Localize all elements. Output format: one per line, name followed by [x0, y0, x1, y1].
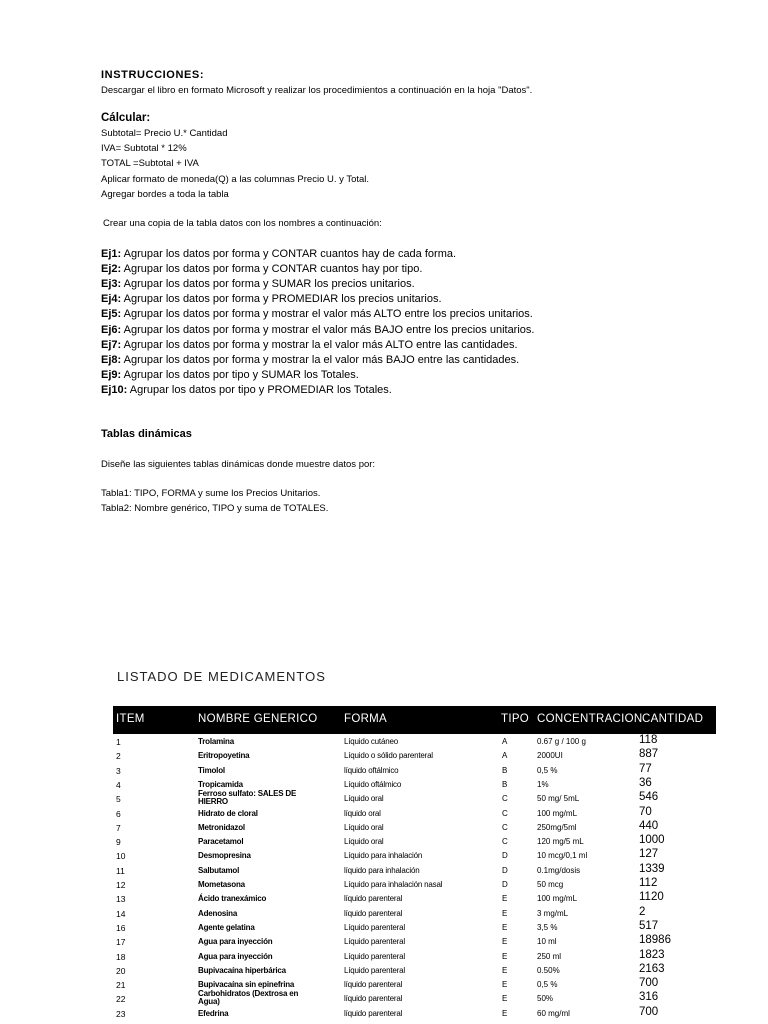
cell-nombre: Adenosina — [198, 908, 238, 918]
cell-conc: 100 mg/mL — [537, 894, 578, 904]
cell-nombre: Efedrina — [198, 1008, 229, 1018]
ejercicio-label: Ej10: — [101, 383, 128, 396]
cell-cant: 546 — [639, 791, 659, 804]
table-row — [0, 1005, 768, 1023]
ejercicio-line — [101, 293, 442, 305]
cell-conc: 3,5 % — [537, 922, 558, 932]
ejercicio-line — [101, 369, 359, 381]
cell-nombre: Hidrato de cloral — [198, 808, 258, 818]
cell-cant: 1823 — [639, 948, 665, 961]
cell-conc: 250mg/5ml — [537, 822, 577, 832]
cell-tipo: B — [502, 765, 508, 775]
cell-nombre: Metronidazol — [198, 822, 245, 832]
ejercicio-text: Agrupar los datos por forma y CONTAR cuantos hay por tipo. — [121, 263, 423, 276]
cell-cant: 77 — [639, 762, 652, 775]
cell-item: 20 — [116, 965, 126, 976]
cell-tipo: A — [502, 751, 508, 761]
tabla1-text: Tabla1: TIPO, FORMA y sume los Precios Unitarios. — [101, 488, 321, 499]
ejercicio-label: Ej2: — [101, 263, 122, 276]
ejercicio-label: Ej9: — [101, 368, 122, 381]
cell-nombre: Timolol — [198, 765, 225, 775]
cell-conc: 50 mcg — [537, 880, 564, 889]
cell-conc: 0,5 % — [537, 980, 558, 990]
ejercicio-text: Agrupar los datos por tipo y SUMAR los Totales. — [121, 368, 359, 381]
cell-conc: 0.50% — [537, 965, 560, 975]
copia-instruction: Crear una copia de la tabla datos con los nombres a continuación: — [103, 218, 382, 229]
cell-nombre: Tropicamida — [198, 779, 243, 789]
cell-forma: Líquido oftálmico — [344, 779, 402, 789]
cell-nombre: Bupivacaína sin epinefrina — [198, 980, 295, 990]
cell-nombre: Bupivacaína hiperbárica — [198, 965, 286, 975]
cell-cant: 2163 — [639, 962, 665, 975]
cell-nombre: Desmopresina — [198, 851, 251, 861]
listado-title: LISTADO DE MEDICAMENTOS — [117, 669, 326, 684]
ejercicio-line — [101, 324, 534, 336]
ejercicio-line — [101, 263, 422, 275]
cell-tipo: D — [502, 851, 508, 861]
cell-forma: líquido oftálmico — [344, 765, 399, 775]
cell-cant: 18986 — [639, 934, 671, 947]
ejercicio-label: Ej6: — [101, 323, 122, 336]
cell-forma: Líquido parenteral — [344, 922, 405, 932]
ejercicio-line — [101, 339, 518, 351]
header-nombre: NOMBRE GENERICO — [198, 713, 318, 725]
cell-tipo: E — [502, 922, 508, 932]
ejercicio-line — [101, 278, 415, 290]
cell-forma: Líquido cutáneo — [344, 737, 398, 746]
cell-nombre: Trolamina — [198, 737, 234, 746]
cell-item: 21 — [116, 980, 126, 991]
cell-nombre: Ferroso sulfato: SALES DE HIERRO — [198, 789, 297, 807]
cell-tipo: E — [502, 937, 508, 947]
cell-cant: 316 — [639, 991, 659, 1004]
cell-forma: Líquido parenteral — [344, 965, 405, 975]
instrucciones-text: Descargar el libro en formato Microsoft y realizar los procedimientos a continuación en la hoja "Datos". — [101, 85, 533, 96]
cell-conc: 0.67 g / 100 g — [537, 737, 586, 746]
cell-item: 9 — [116, 837, 121, 848]
instrucciones-title: INSTRUCCIONES: — [101, 69, 205, 81]
cell-tipo: E — [502, 894, 508, 904]
header-forma: FORMA — [344, 713, 388, 725]
cell-conc: 50 mg/ 5mL — [537, 794, 580, 804]
cell-nombre: Salbutamol — [198, 865, 240, 875]
ejercicio-label: Ej4: — [101, 293, 122, 306]
table-row — [0, 891, 768, 908]
cell-forma: Líquido oral — [344, 822, 384, 832]
cell-forma: líquido parenteral — [344, 1008, 403, 1018]
cell-forma: líquido parenteral — [344, 908, 403, 918]
cell-tipo: C — [502, 822, 508, 832]
ejercicio-text: Agrupar los datos por forma y mostrar el valor más ALTO entre los precios unitarios. — [121, 308, 533, 321]
cell-cant: 127 — [639, 848, 659, 861]
cell-forma: Líquido para inhalación nasal — [344, 880, 443, 889]
calcular-line: IVA= Subtotal * 12% — [101, 143, 187, 154]
cell-tipo: E — [502, 908, 508, 918]
cell-nombre: Agente gelatina — [198, 922, 255, 932]
ejercicio-label: Ej8: — [101, 353, 122, 366]
cell-item: 2 — [116, 751, 121, 762]
ejercicio-label: Ej1: — [101, 248, 122, 260]
ejercicio-line — [101, 308, 533, 320]
calcular-line: Agregar bordes a toda la tabla — [101, 189, 229, 200]
ejercicio-text: Agrupar los datos por forma y mostrar la el valor más BAJO entre las cantidades. — [121, 353, 520, 366]
cell-tipo: E — [502, 994, 508, 1004]
calcular-line: Subtotal= Precio U.* Cantidad — [101, 128, 228, 139]
cell-tipo: C — [502, 808, 508, 818]
ejercicio-text: Agrupar los datos por tipo y PROMEDIAR los Totales. — [127, 383, 392, 396]
cell-item: 6 — [116, 808, 121, 819]
cell-cant: 112 — [639, 877, 658, 889]
cell-conc: 3 mg/mL — [537, 908, 569, 918]
cell-conc: 100 mg/mL — [537, 808, 578, 818]
cell-forma: líquido parenteral — [344, 980, 403, 990]
cell-tipo: E — [502, 951, 508, 961]
cell-conc: 50% — [537, 994, 554, 1004]
cell-item: 12 — [116, 880, 126, 890]
ejercicio-line — [101, 354, 519, 366]
cell-cant: 2 — [639, 905, 646, 918]
cell-nombre: Mometasona — [198, 880, 245, 889]
cell-cant: 1000 — [639, 834, 665, 847]
cell-item: 3 — [116, 765, 121, 776]
cell-tipo: E — [502, 1008, 508, 1018]
cell-forma: líquido parenteral — [344, 894, 403, 904]
cell-item: 10 — [116, 851, 126, 862]
ejercicio-label: Ej7: — [101, 338, 122, 351]
calcular-line: Aplicar formato de moneda(Q) a las columnas Precio U. y Total. — [101, 174, 370, 185]
cell-cant: 118 — [639, 734, 658, 746]
cell-item: 1 — [116, 737, 121, 747]
cell-nombre: Agua para inyección — [198, 951, 273, 961]
cell-item: 17 — [116, 937, 126, 948]
table-row — [0, 789, 768, 808]
cell-conc: 10 mcg/0,1 ml — [537, 851, 588, 861]
cell-nombre: Ácido tranexámico — [198, 894, 267, 904]
cell-item: 13 — [116, 894, 126, 905]
cell-tipo: A — [502, 737, 508, 746]
cell-forma: Líquido para inhalación — [344, 851, 423, 861]
tablas-title: Tablas dinámicas — [101, 428, 192, 440]
cell-tipo: B — [502, 779, 508, 789]
cell-forma: Líquido oral — [344, 794, 384, 804]
cell-conc: 2000UI — [537, 751, 563, 761]
cell-cant: 517 — [639, 919, 659, 932]
cell-forma: Líquido oral — [344, 837, 384, 847]
cell-item: 16 — [116, 922, 126, 933]
ejercicio-text: Agrupar los datos por forma y mostrar la el valor más ALTO entre las cantidades. — [121, 338, 518, 351]
cell-forma: Líquido o sólido parenteral — [344, 751, 433, 761]
ejercicio-label: Ej5: — [101, 308, 122, 321]
ejercicio-line — [101, 248, 456, 260]
cell-conc: 60 mg/ml — [537, 1008, 570, 1018]
cell-conc: 1% — [537, 779, 549, 789]
header-tipo: TIPO — [501, 713, 530, 725]
cell-cant: 1339 — [639, 862, 665, 875]
cell-tipo: E — [502, 965, 508, 975]
cell-conc: 120 mg/5 mL — [537, 837, 584, 847]
header-item: ITEM — [116, 713, 145, 725]
ejercicio-text: Agrupar los datos por forma y SUMAR los precios unitarios. — [121, 278, 415, 291]
cell-item: 11 — [116, 865, 125, 876]
cell-nombre: Agua para inyección — [198, 937, 273, 947]
cell-item: 23 — [116, 1008, 126, 1019]
cell-item: 18 — [116, 951, 126, 962]
cell-conc: 0.1mg/dosis — [537, 865, 581, 875]
ejercicio-label: Ej3: — [101, 278, 122, 291]
cell-forma: Líquido parenteral — [344, 937, 405, 947]
table-row — [0, 748, 768, 765]
cell-nombre: Paracetamol — [198, 837, 244, 847]
cell-nombre: Carbohidratos (Dextrosa en Agua) — [198, 989, 299, 1007]
cell-forma: líquido para inhalación — [344, 865, 420, 875]
ejercicio-text: Agrupar los datos por forma y mostrar el valor más BAJO entre los precios unitarios. — [121, 323, 535, 336]
table-row — [0, 762, 768, 780]
cell-tipo: D — [502, 865, 508, 875]
cell-item: 5 — [116, 794, 121, 805]
cell-tipo: C — [502, 837, 508, 847]
cell-conc: 250 ml — [537, 951, 562, 961]
header-concentracion: CONCENTRACION — [537, 713, 643, 725]
cell-item: 4 — [116, 779, 121, 790]
ejercicio-text: Agrupar los datos por forma y CONTAR cuantos hay de cada forma. — [121, 248, 457, 260]
calcular-title: Cálcular: — [101, 112, 151, 124]
calcular-line: TOTAL =Subtotal + IVA — [101, 158, 199, 169]
cell-tipo: D — [502, 880, 508, 889]
ejercicio-text: Agrupar los datos por forma y PROMEDIAR los precios unitarios. — [121, 293, 442, 306]
cell-cant: 440 — [639, 819, 659, 832]
cell-item: 7 — [116, 822, 121, 833]
cell-cant: 70 — [639, 805, 652, 818]
cell-cant: 36 — [639, 776, 652, 789]
cell-tipo: C — [502, 794, 508, 804]
cell-cant: 700 — [639, 977, 659, 990]
cell-item: 22 — [116, 994, 126, 1005]
cell-conc: 10 ml — [537, 937, 557, 947]
cell-cant: 887 — [639, 748, 659, 761]
ejercicio-line — [101, 384, 392, 396]
tablas-intro: Diseñe las siguientes tablas dinámicas donde muestre datos por: — [101, 459, 376, 470]
tabla2-text: Tabla2: Nombre genérico, TIPO y suma de TOTALES. — [101, 503, 329, 514]
cell-item: 14 — [116, 908, 126, 919]
header-cantidad: CANTIDAD — [642, 713, 704, 725]
cell-forma: líquido oral — [344, 808, 381, 818]
cell-conc: 0,5 % — [537, 765, 558, 775]
cell-cant: 700 — [639, 1005, 659, 1018]
table-header — [113, 706, 716, 734]
cell-cant: 1120 — [639, 891, 664, 904]
cell-tipo: E — [502, 980, 508, 990]
cell-nombre: Eritropoyetina — [198, 751, 250, 761]
cell-forma: Líquido parenteral — [344, 951, 405, 961]
cell-forma: líquido parenteral — [344, 994, 403, 1004]
